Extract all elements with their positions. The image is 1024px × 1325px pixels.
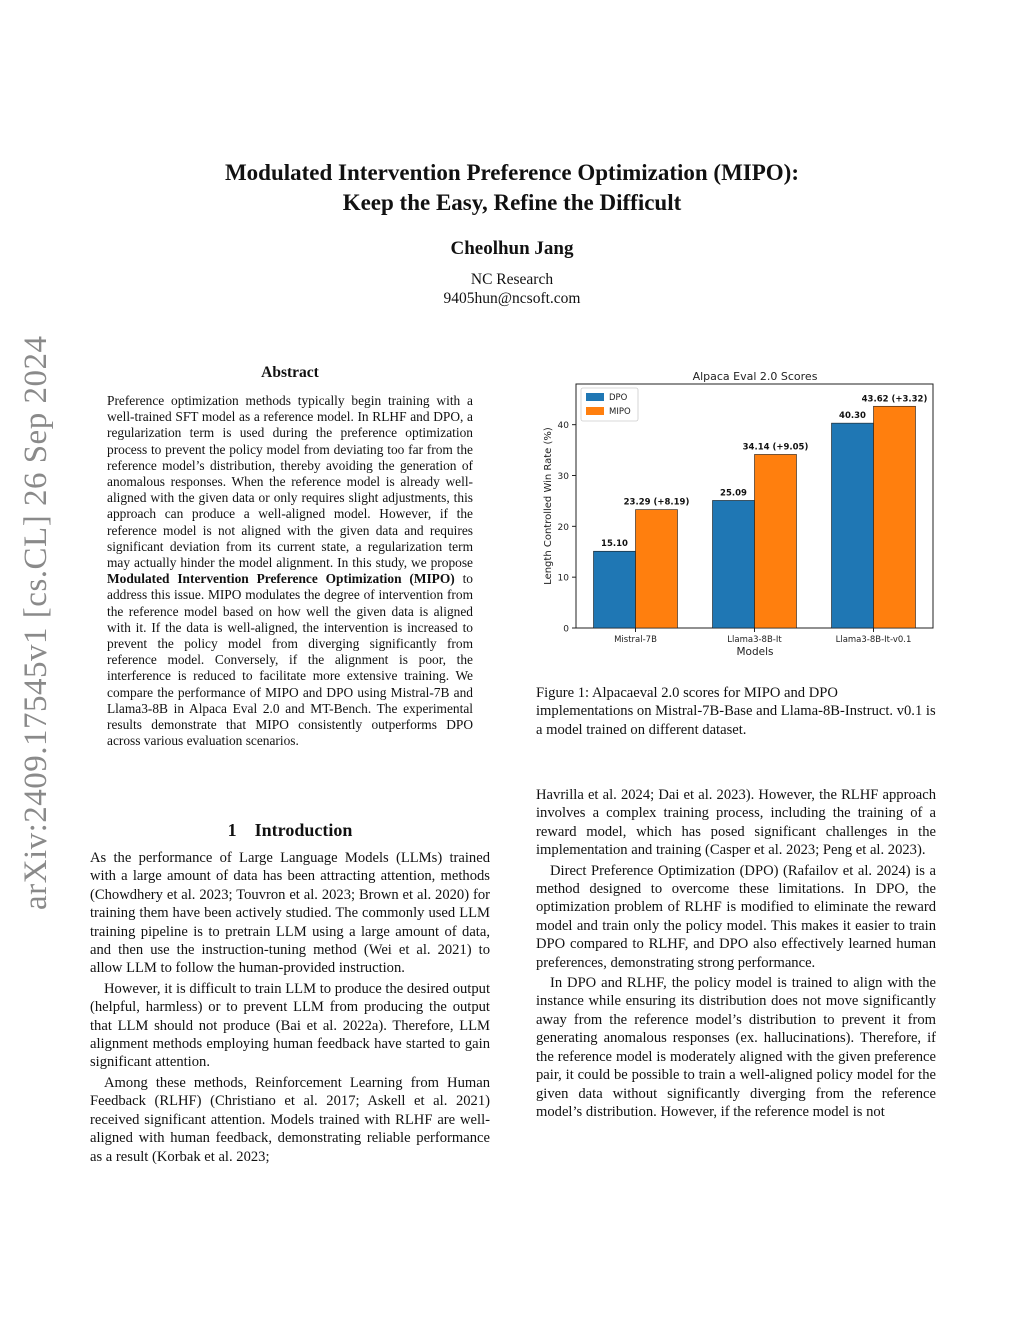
section-title: Introduction	[254, 820, 353, 840]
figure-caption: Figure 1: Alpacaeval 2.0 scores for MIPO and DPO implementations on Mistral-7B-Base and Llama-8B-Instruct. v0.1 is a model trained on different dataset.	[536, 685, 936, 738]
x-axis-ticks	[614, 628, 911, 645]
paragraph: Among these methods, Reinforcement Learning from Human Feedback (RLHF) (Christiano et al. 2017; Askell et al. 2021) received significant attention. Models trained with RLHF are well-aligned with human feedback, demonstrating reliable performance as a result (Korbak et al. 2023;	[90, 1074, 490, 1165]
abstract-heading: Abstract	[261, 364, 319, 381]
data-label-mipo: 34.14 (+9.05)	[742, 442, 809, 453]
data-label-mipo: 43.62 (+3.32)	[861, 394, 928, 405]
paragraph: However, it is difficult to train LLM to produce the desired output (helpful, harmless) or to prevent LLM from producing the output that LLM should not produce (Bai et al. 2022a). Therefore, LLM alignment methods employing human feedback have started to gain significant attention.	[90, 980, 490, 1071]
affiliation: NC Research	[470, 271, 554, 288]
x-axis-label: Models	[736, 646, 774, 658]
x-tick-label: Llama3-8B-It-v0.1	[835, 635, 912, 645]
abstract-text-1: Preference optimization methods typically begin training with a well-trained SFT model as a reference model. In RLHF and DPO, a regularization term is used during the preference optimization process to prevent the policy model from deviating too far from the reference model’s distribution, thereby avoiding the generation of anomalous responses. When the reference model is already well-aligned with the given data or only requires slight adjustments, this approach can produce a well-aligned model. However, if the reference model is not aligned with the given data and requires significant deviation from its current state, a regularization term may actually hinder the model alignment. In this study, we propose	[107, 393, 473, 571]
arxiv-stamp: arXiv:2409.17545v1 [cs.CL] 26 Sep 2024	[18, 335, 54, 910]
bars-group	[594, 394, 928, 628]
bar-dpo-3	[832, 423, 874, 628]
y-tick-label: 30	[557, 472, 569, 482]
legend-swatch-mipo	[586, 407, 604, 415]
paragraph: Havrilla et al. 2024; Dai et al. 2023). However, the RLHF approach involves a complex training process, including the training of a reward model, which has posed significant challenges in the implementation and training (Casper et al. 2023; Peng et al. 2023).	[536, 787, 936, 859]
section-heading	[90, 820, 490, 841]
y-axis-ticks	[558, 421, 576, 634]
y-tick-label: 40	[557, 421, 569, 432]
data-label-mipo: 23.29 (+8.19)	[623, 497, 690, 508]
data-label-dpo: 25.09	[720, 488, 747, 499]
right-column-text	[536, 786, 936, 1123]
section-number: 1	[227, 820, 237, 840]
paragraph: In DPO and RLHF, the policy model is trained to align with the instance while ensuring its distribution does not move significantly away from the reference model’s distribution to prevent it from generating anomalous responses (ex. hallucinations). Therefore, if the reference model is moderately aligned with the given preference pair, it could be possible to train a well-aligned policy model for the given data without significantly diverging from the reference model’s distribution. However, if the reference model is not	[536, 975, 936, 1120]
abstract-method-name: Modulated Intervention Preference Optimization (MIPO)	[107, 571, 455, 587]
legend-label-mipo: MIPO	[609, 407, 631, 417]
data-label-dpo: 40.30	[839, 411, 866, 422]
y-tick-label: 0	[563, 624, 569, 635]
abstract-body	[107, 393, 473, 749]
bar-mipo-3	[874, 406, 916, 628]
abstract-text-2: to address this issue. MIPO modulates the degree of intervention from the reference model based on how well the given data is aligned with it. If the data is well-aligned, the intervention is increased to prevent the policy model from diverging significantly from reference model. Conversely, if the alignment is poor, the interference is reduced to facilitate more extensive training. We compare the performance of MIPO and DPO using Mistral-7B and Llama3-8B in Alpaca Eval 2.0 and MT-Bench. The experimental results demonstrate that MIPO consistently outperforms DPO across various evaluation scenarios.	[107, 571, 473, 749]
paragraph: Direct Preference Optimization (DPO) (Rafailov et al. 2024) is a method designed to overcome these limitations. In DPO, the optimization problem of RLHF is modified to eliminate the reward model and train only the policy model. This makes it easier to train DPO compared to RLHF, and DPO also effectively learned human preferences, demonstrating strong performance.	[536, 862, 936, 971]
author-email: 9405hun@ncsoft.com	[443, 290, 581, 307]
title-line-2: Keep the Easy, Refine the Difficult	[342, 190, 682, 215]
bar-mipo-1	[636, 510, 678, 628]
chart-title: Alpaca Eval 2.0 Scores	[692, 370, 818, 383]
paper-title	[120, 158, 904, 218]
bar-dpo-2	[713, 500, 755, 628]
bar-dpo-1	[594, 551, 636, 628]
x-tick-label: Llama3-8B-It	[727, 635, 782, 645]
figure-1-chart	[536, 365, 936, 670]
y-axis-label: Length Controlled Win Rate (%)	[543, 427, 554, 585]
legend-swatch-dpo	[586, 393, 604, 401]
x-tick-label: Mistral-7B	[614, 635, 657, 645]
author-name: Cheolhun Jang	[450, 238, 574, 259]
y-tick-label: 20	[557, 522, 569, 533]
paragraph: As the performance of Large Language Models (LLMs) trained with a large amount of data has been attracting attention, methods (Chowdhery et al. 2023; Touvron et al. 2023; Brown et al. 2020) for training them have been actively studied. The commonly used LLM training pipeline is to pretrain LLM using a large amount of data, and then use the instruction-tuning method (Wei et al. 2021) to allow LLM to follow the human-provided instruction.	[90, 850, 490, 977]
legend-label-dpo: DPO	[609, 393, 628, 403]
affiliation-block	[0, 270, 1024, 308]
legend	[581, 388, 638, 421]
bar-mipo-2	[755, 454, 797, 628]
data-label-dpo: 15.10	[601, 539, 628, 550]
y-tick-label: 10	[557, 573, 569, 584]
left-column-text	[90, 849, 490, 1168]
title-line-1: Modulated Intervention Preference Optimization (MIPO):	[224, 160, 800, 185]
bar-chart	[536, 365, 936, 665]
